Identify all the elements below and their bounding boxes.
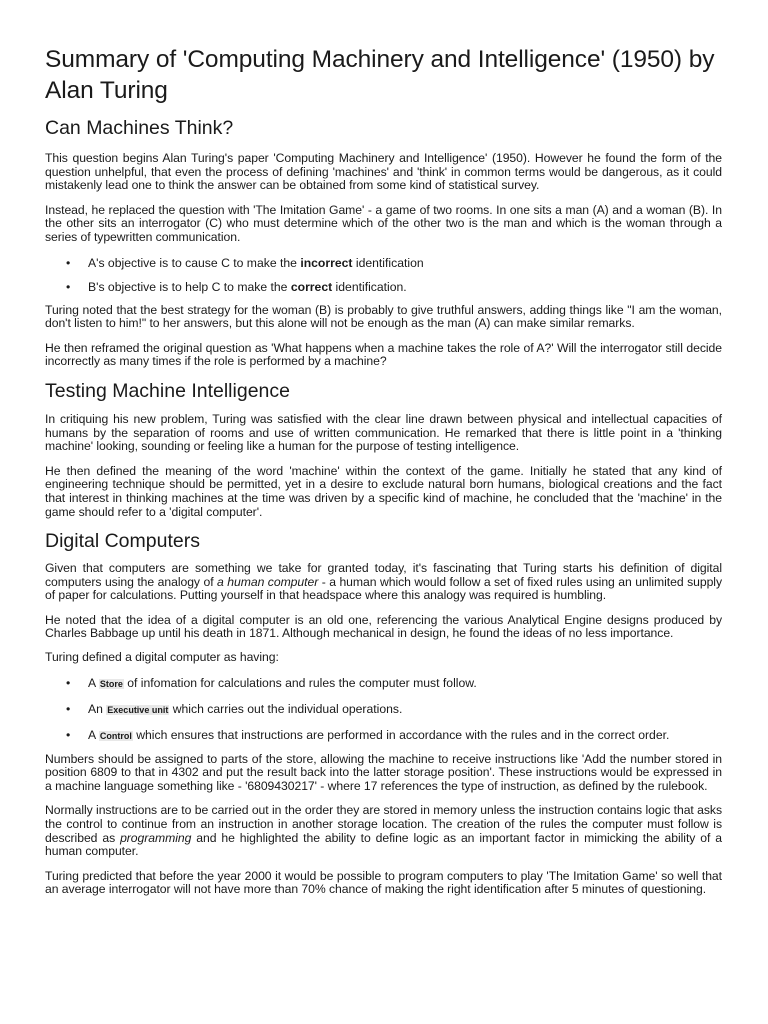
paragraph: Numbers should be assigned to parts of the store, allowing the machine to receive instructions like 'Add the number stored in position 6809 to that in 4302 and put the result back into the latter storage position'. These instructions would be expressed in a machine language something like - '6809430217' - where 17 references the type of instruction, as defined by the rulebook. xyxy=(45,751,722,793)
term-executive-unit: Executive unit xyxy=(107,704,169,715)
term-store: Store xyxy=(99,678,123,689)
paragraph: In critiquing his new problem, Turing was satisfied with the clear line drawn between physical and intellectual capacities of humans by the separation of rooms and use of written communication. He remarked that there is little point in a 'thinking machine' looking, sounding or feeling like a human for the purpose of testing intelligence. xyxy=(45,411,722,454)
heading-can-machines-think: Can Machines Think? xyxy=(45,117,234,139)
list-item: • A Control which ensures that instructions are performed in accordance with the rules and in the correct order. xyxy=(66,727,670,742)
bullet-icon: • xyxy=(66,279,71,294)
term-control: Control xyxy=(99,730,132,741)
paragraph: Given that computers are something we take for granted today, it's fascinating that Turing starts his definition of digital computers using the analogy of a human computer - a human which would follow a set of fixed rules using an unlimited supply of paper for calculations. Putting yourself in that headspace where this analogy was required is humbling. xyxy=(45,561,722,603)
objectives-list xyxy=(45,256,722,294)
heading-testing-machine-intelligence: Testing Machine Intelligence xyxy=(45,379,290,402)
bullet-icon: • xyxy=(66,255,71,270)
paragraph: Turing predicted that before the year 2000 it would be possible to program computers to play 'The Imitation Game' so well that an average interrogator will not have more than 70% chance of making the right identification after 5 minutes of questioning. xyxy=(45,868,722,897)
paragraph: Turing noted that the best strategy for the woman (B) is probably to give truthful answers, adding things like "I am the woman, don't listen to him!" to her answers, but this alone will not be enough as the man (A) can make similar remarks. xyxy=(45,302,722,331)
bullet-icon: • xyxy=(66,727,71,742)
paragraph: Instead, he replaced the question with 'The Imitation Game' - a game of two rooms. In one sits a man (A) and a woman (B). In the other sits an interrogator (C) who must determine which of the other two is the man and which is the woman through a series of typewritten communication. xyxy=(45,202,722,244)
bullet-icon: • xyxy=(66,675,71,690)
components-list xyxy=(45,676,722,743)
paragraph: He noted that the idea of a digital computer is an old one, referencing the various Analytical Engine designs produced by Charles Babbage up until his death in 1871. Although mechanical in design, he found the ideas of no less importance. xyxy=(45,612,722,641)
paragraph: He then defined the meaning of the word 'machine' within the context of the game. Initially he stated that any kind of engineering technique should be permitted, yet in a desire to exclude natural born humans, biological creations and the fact that interest in thinking machines at the time was driven by a specific kind of machine, he concluded that the 'machine' in the game should refer to a 'digital computer'. xyxy=(45,463,722,519)
paragraph: Turing defined a digital computer as having: xyxy=(45,650,279,665)
list-item: • A's objective is to cause C to make the incorrect identification xyxy=(66,255,424,270)
bullet-icon: • xyxy=(66,701,71,716)
heading-digital-computers: Digital Computers xyxy=(45,530,200,553)
paragraph: Normally instructions are to be carried out in the order they are stored in memory unless the instruction contains logic that asks the control to continue from an instruction in another storage location. The creation of the rules the computer must follow is described as programming and he highlighted the ability to define logic as an important factor in mimicking the ability of a human computer. xyxy=(45,803,722,859)
paragraph: He then reframed the original question as 'What happens when a machine takes the role of A?' Will the interrogator still decide incorrectly as many times if the role is performed by a machine? xyxy=(45,340,722,369)
list-item: • B's objective is to help C to make the correct identification. xyxy=(66,279,407,294)
paragraph: This question begins Alan Turing's paper 'Computing Machinery and Intelligence' (1950). However he found the form of the question unhelpful, that even the process of defining 'machines' and 'think' in common terms would be dangerous, as it could mistakenly lead one to think the answer can be obtained from some kind of statistical survey. xyxy=(45,151,722,193)
page-title: Summary of 'Computing Machinery and Intelligence' (1950) by Alan Turing xyxy=(45,46,715,104)
list-item: • A Store of infomation for calculations and rules the computer must follow. xyxy=(66,675,477,690)
list-item: • An Executive unit which carries out the individual operations. xyxy=(66,701,403,716)
